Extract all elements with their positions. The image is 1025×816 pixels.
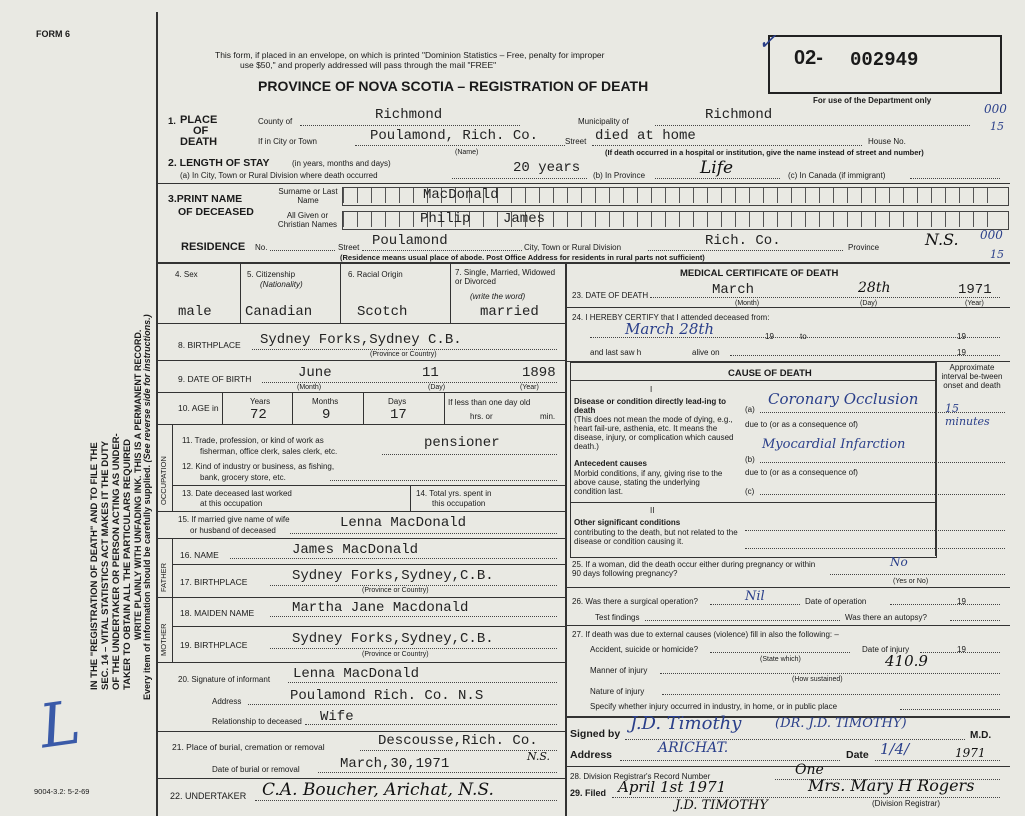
- place-label: PLACE: [180, 114, 218, 126]
- filed-date: April 1st 1971: [618, 778, 727, 796]
- medical-title: MEDICAL CERTIFICATE OF DEATH: [680, 268, 839, 279]
- occupation-side: OCCUPATION: [159, 456, 168, 505]
- sign-date: 1/4/: [880, 740, 910, 758]
- q26-label: 26. Was there a surgical operation?: [572, 597, 698, 606]
- marital-label: 7. Single, Married, Widowed or Divorced: [455, 268, 556, 286]
- roman-2: II: [650, 506, 655, 515]
- injury-date-label: Date of injury: [862, 645, 910, 654]
- wife-value: Lenna MacDonald: [340, 515, 467, 531]
- due-to-a: due to (or as a consequence of): [745, 420, 858, 429]
- less-day-label: If less than one day old: [448, 398, 531, 407]
- reg-prefix: 02-: [794, 47, 823, 69]
- q26-answer: Nil: [745, 589, 765, 604]
- side-text-line2: OF THE UNDERTAKER OR PERSON ACTING AS UNDER-: [111, 433, 122, 690]
- house-label: House No.: [868, 137, 906, 146]
- state-which-sub: (State which): [760, 656, 801, 663]
- signed-label: Signed by: [570, 728, 621, 740]
- father-birthplace: Sydney Forks,Sydney,C.B.: [292, 568, 494, 584]
- form-number: FORM 6: [36, 29, 71, 39]
- residence-province: N.S.: [925, 230, 959, 249]
- last-worked-label-2: at this occupation: [200, 499, 263, 508]
- surname-label: Surname or Last Name: [278, 187, 338, 205]
- residence-code: 000: [980, 228, 1003, 242]
- side-text-line3: TAKER TO OBTAIN ALL THE PARTICULARS REQUIRED: [122, 438, 133, 690]
- marital-sub: (write the word): [470, 292, 526, 301]
- citizenship-sub: (Nationality): [260, 280, 303, 289]
- form-title: PROVINCE OF NOVA SCOTIA – REGISTRATION OF DEATH: [258, 78, 649, 94]
- findings-label: Test findings: [595, 613, 640, 622]
- place-no: 1.: [168, 116, 176, 127]
- relationship-value: Wife: [320, 709, 354, 725]
- dod-month: March: [712, 282, 755, 298]
- sex-label: 4. Sex: [175, 270, 198, 279]
- signed-print: (DR. J.D. TIMOTHY): [775, 716, 907, 731]
- dept-use-label: For use of the Department only: [813, 96, 932, 105]
- stay-b-label: (b) In Province: [593, 171, 646, 180]
- father-bp-sub: (Province or Country): [362, 587, 429, 594]
- signed-signature: J.D. Timothy: [630, 713, 742, 734]
- residence-province-label: Province: [848, 243, 880, 252]
- frame-left-border: [156, 12, 158, 816]
- specify-label: Specify whether injury occurred in industry, in home, or in public place: [590, 702, 838, 711]
- other-note: contributing to the death, but not related to the disease or condition causing it.: [574, 528, 738, 546]
- father-birthplace-label: 17. BIRTHPLACE: [180, 577, 248, 587]
- dob-year-sub: (Year): [520, 384, 539, 391]
- residence-city: Rich. Co.: [705, 233, 781, 249]
- wife-label: 15. If married give name of wife: [178, 515, 290, 524]
- side-text-line7: Every item of information should be carefully supplied. (See reverse side for instructions.): [142, 314, 152, 700]
- address-label: Address: [570, 749, 613, 761]
- burial-place: Descousse,Rich. Co.: [378, 733, 538, 749]
- mother-birthplace: Sydney Forks,Sydney,C.B.: [292, 631, 494, 647]
- side-text-line1: SEC. 14 – VITAL STATISTICS ACT MAKES IT THE DUTY: [100, 440, 111, 690]
- dod-day: 28th: [858, 280, 891, 296]
- age-days: 17: [390, 407, 407, 423]
- interval-a: 15 minutes: [945, 402, 990, 428]
- cause-title: CAUSE OF DEATH: [728, 368, 812, 379]
- informant-address-label: Address: [212, 697, 242, 706]
- alive-on-label: alive on: [692, 348, 720, 357]
- stay-sub: (in years, months and days): [292, 159, 391, 168]
- residence-street: Poulamond: [372, 233, 448, 249]
- autopsy-label: Was there an autopsy?: [845, 613, 927, 622]
- dod-year: 1971: [958, 282, 992, 298]
- q29-label: 29. Filed: [570, 788, 607, 798]
- side-text-line4: IN THE "REGISTRATION OF DEATH" AND TO FILE THE: [89, 442, 100, 690]
- street-label: Street: [565, 137, 587, 146]
- stay-a-value: 20 years: [513, 160, 581, 176]
- q28-answer: One: [795, 762, 824, 778]
- undertaker-signature: C.A. Boucher, Arichat, N.S.: [262, 780, 494, 800]
- given-name-2: James: [503, 211, 546, 227]
- residence-label: RESIDENCE: [181, 241, 246, 253]
- print-code: 9004-3.2: 5-2-69: [34, 787, 90, 796]
- q28-label: 28. Division Registrar's Record Number: [570, 772, 711, 781]
- disease-label: Disease or condition directly lead-ing to death: [574, 397, 727, 415]
- informant-label: 20. Signature of informant: [178, 675, 271, 684]
- mother-name-label: 18. MAIDEN NAME: [180, 608, 255, 618]
- reg-number: 002949: [850, 49, 919, 71]
- cause-b-label: (b): [745, 455, 755, 464]
- op-19: 19: [957, 597, 966, 606]
- place-label-2: OF: [193, 125, 209, 137]
- hospital-note: (If death occurred in a hospital or institution, give the name instead of street and number): [605, 148, 924, 157]
- injury-date-19: 19: [957, 645, 966, 654]
- due-to-b: due to (or as a consequence of): [745, 468, 858, 477]
- dept-code: 000: [984, 102, 1007, 116]
- side-text-line6: WRITE PLAINLY WITH UNFADING INK. THIS IS A PERMANENT RECORD.: [133, 329, 143, 640]
- dob-month-sub: (Month): [297, 384, 322, 391]
- cause-a-label: (a): [745, 405, 755, 414]
- registrar-signature: Mrs. Mary H Rogers: [808, 776, 975, 795]
- cause-c-label: (c): [745, 487, 755, 496]
- trade-label: 11. Trade, profession, or kind of work as: [182, 436, 324, 445]
- md-label: M.D.: [970, 730, 992, 741]
- stay-a-label: (a) In City, Town or Rural Division where death occurred: [180, 171, 378, 180]
- last-worked-label: 13. Date deceased last worked: [182, 489, 292, 498]
- attended-to: to: [800, 332, 807, 341]
- municipality-value: Richmond: [705, 107, 773, 123]
- burial-date: March,30,1971: [340, 756, 450, 772]
- dob-label: 9. DATE OF BIRTH: [178, 374, 252, 384]
- mother-birthplace-label: 19. BIRTHPLACE: [180, 640, 248, 650]
- hrs-label: hrs. or: [470, 412, 493, 421]
- racial-label: 6. Racial Origin: [348, 270, 403, 279]
- father-side: FATHER: [159, 562, 168, 592]
- antecedent-label: Antecedent causes: [574, 459, 647, 468]
- total-years-label: 14. Total yrs. spent in: [416, 489, 492, 498]
- dob-day-sub: (Day): [428, 384, 446, 391]
- q25-answer: No: [890, 555, 908, 569]
- op-date-label: Date of operation: [805, 597, 867, 606]
- name-label-2: OF DECEASED: [178, 206, 254, 218]
- trade-label-2: fisherman, office clerk, sales clerk, etc.: [200, 447, 338, 456]
- other-label: Other significant conditions: [574, 518, 681, 527]
- accident-label: Accident, suicide or homicide?: [590, 645, 699, 654]
- envelope-note: This form, if placed in an envelope, on which is printed "Dominion Statistics – Free, penalty for improper: [215, 50, 605, 60]
- burial-place-2: N.S.: [527, 750, 551, 763]
- relationship-label: Relationship to deceased: [212, 717, 302, 726]
- yes-no-sub: (Yes or No): [893, 578, 929, 585]
- residence-no-label: No.: [255, 243, 268, 252]
- stay-label: 2. LENGTH OF STAY: [168, 157, 270, 169]
- dept-code-2: 15: [990, 120, 1004, 133]
- age-months: 9: [322, 407, 331, 423]
- name-label: 3.PRINT NAME: [168, 193, 243, 205]
- residence-street-label: Street: [338, 243, 360, 252]
- mother-side: MOTHER: [159, 623, 168, 656]
- father-name: James MacDonald: [292, 542, 419, 558]
- margin-initial-mark: L: [35, 687, 85, 763]
- dod-day-sub: (Day): [860, 300, 878, 307]
- birthplace-label: 8. BIRTHPLACE: [178, 340, 241, 350]
- years-label: Years: [250, 397, 271, 406]
- father-name-label: 16. NAME: [180, 550, 219, 560]
- citizenship-value: Canadian: [245, 304, 313, 320]
- municipality-label: Municipality of: [578, 117, 629, 126]
- bottom-name: J.D. TIMOTHY: [675, 798, 768, 813]
- dod-year-sub: (Year): [965, 300, 984, 307]
- street-value: died at home: [595, 128, 696, 144]
- sign-date-label: Date: [846, 749, 869, 761]
- age-years: 72: [250, 407, 267, 423]
- trade-value: pensioner: [424, 435, 500, 451]
- dob-year: 1898: [522, 365, 556, 381]
- given-name-1: Philip: [420, 211, 471, 227]
- sex-value: male: [178, 304, 212, 320]
- dod-label: 23. DATE OF DEATH: [572, 291, 649, 300]
- disease-note: (This does not mean the mode of dying, e.g., heart fail-ure, asthenia, etc. It means the disease, injury, or complication which caused death.): [574, 415, 734, 451]
- attended-19b: 19: [957, 332, 966, 341]
- stay-c-label: (c) In Canada (if immigrant): [788, 171, 886, 180]
- surname-value: MacDonald: [423, 187, 499, 203]
- informant-address: Poulamond Rich. Co. N.S: [290, 688, 484, 704]
- wife-label-2: or husband of deceased: [190, 526, 276, 535]
- manner-label: Manner of injury: [590, 666, 648, 675]
- injury-code: 410.9: [885, 652, 928, 670]
- city-name-sub: (Name): [455, 149, 479, 156]
- residence-note: (Residence means usual place of abode. Post Office Address for residents in rural parts not sufficient): [340, 253, 705, 262]
- interval-label: Approximate interval be-tween onset and death: [941, 363, 1003, 390]
- alive-19: 19: [957, 348, 966, 357]
- industry-label: 12. Kind of industry or business, as fishing,: [182, 462, 335, 471]
- envelope-note-2: use $50," and properly addressed will pass through the mail "FREE": [240, 60, 497, 70]
- mother-bp-sub: (Province or Country): [362, 651, 429, 658]
- total-years-label-2: this occupation: [432, 499, 486, 508]
- county-label: County of: [258, 117, 293, 126]
- city-label: If in City or Town: [258, 137, 317, 146]
- place-label-3: DEATH: [180, 136, 218, 148]
- registrar-label: (Division Registrar): [872, 799, 941, 808]
- dob-day: 11: [422, 365, 439, 381]
- certify-label: 24. I HEREBY CERTIFY that I attended deceased from:: [572, 313, 770, 322]
- q25-label: 25. If a woman, did the death occur either during pregnancy or within 90 days following pregnancy?: [572, 560, 816, 578]
- months-label: Months: [312, 397, 339, 406]
- check-mark: ✓: [758, 30, 777, 55]
- antecedent-note: Morbid conditions, if any, giving rise to the above cause, stating the underlying condition last.: [574, 469, 723, 496]
- roman-1: I: [650, 385, 653, 394]
- sign-date-year: 1971: [955, 746, 986, 760]
- residence-code-2: 15: [990, 248, 1004, 261]
- burial-date-label: Date of burial or removal: [212, 765, 300, 774]
- cause-a: Coronary Occlusion: [768, 390, 919, 408]
- burial-label: 21. Place of burial, cremation or removal: [172, 742, 325, 752]
- min-label: min.: [540, 412, 556, 421]
- attended-from: March 28th: [625, 320, 715, 338]
- registration-number-box: [768, 35, 1002, 94]
- last-saw-label: and last saw h: [590, 348, 642, 357]
- industry-label-2: bank, grocery store, etc.: [200, 473, 286, 482]
- nature-label: Nature of injury: [590, 687, 645, 696]
- city-value: Poulamond, Rich. Co.: [370, 128, 539, 144]
- birthplace-sub: (Province or Country): [370, 351, 437, 358]
- stay-b-value: Life: [700, 158, 734, 178]
- county-value: Richmond: [375, 107, 443, 123]
- given-label: All Given or Christian Names: [277, 211, 338, 229]
- mother-name: Martha Jane Macdonald: [292, 600, 469, 616]
- signer-address: ARICHAT.: [658, 740, 729, 756]
- birthplace-value: Sydney Forks,Sydney C.B.: [260, 332, 462, 348]
- attended-19: 19: [765, 332, 774, 341]
- residence-city-label: City, Town or Rural Division: [524, 243, 622, 252]
- age-label: 10. AGE in: [178, 403, 219, 413]
- cause-b: Myocardial Infarction: [762, 437, 906, 452]
- q27-label: 27. If death was due to external causes (violence) fill in also the following: –: [572, 630, 839, 639]
- dob-month: June: [298, 365, 332, 381]
- citizenship-label: 5. Citizenship: [247, 270, 296, 279]
- marital-value: married: [480, 304, 539, 320]
- dod-month-sub: (Month): [735, 300, 760, 307]
- informant-name: Lenna MacDonald: [293, 666, 420, 682]
- undertaker-label: 22. UNDERTAKER: [170, 791, 247, 801]
- sustained-sub: (How sustained): [792, 676, 843, 683]
- days-label: Days: [388, 397, 407, 406]
- racial-value: Scotch: [357, 304, 408, 320]
